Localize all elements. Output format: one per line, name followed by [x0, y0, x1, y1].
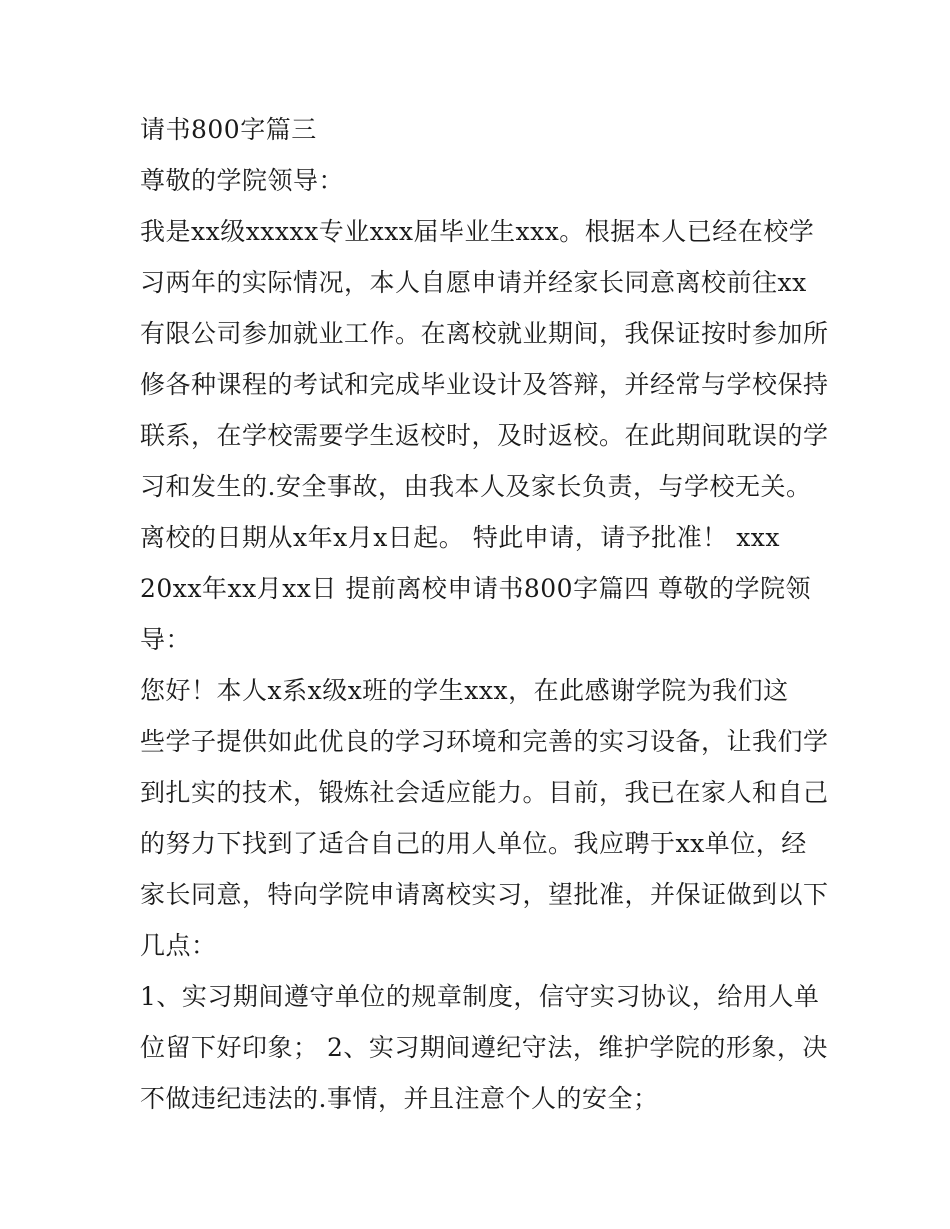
paragraph-line: 导： — [140, 625, 192, 654]
paragraph-line: 有限公司参加就业工作。在离校就业期间，我保证按时参加所 — [140, 319, 829, 348]
paragraph-line: 些学子提供如此优良的学习环境和完善的实习设备，让我们学 — [140, 727, 829, 756]
salutation-line: 尊敬的学院领导： — [140, 166, 345, 195]
list-item-line: 不做违纪违法的.事情，并且注意个人的安全； — [140, 1084, 659, 1113]
paragraph-line: 的努力下找到了适合自己的用人单位。我应聘于xx单位，经 — [140, 829, 807, 858]
paragraph-line: 离校的日期从x年x月x日起。 特此申请，请予批准！ xxx — [140, 523, 780, 552]
heading-line: 请书800字篇三 — [140, 115, 317, 144]
paragraph-line: 您好！本人x系x级x班的学生xxx，在此感谢学院为我们这 — [140, 676, 789, 705]
paragraph-line: 家长同意，特向学院申请离校实习，望批准，并保证做到以下 — [140, 880, 829, 909]
paragraph-line: 20xx年xx月xx日 提前离校申请书800字篇四 尊敬的学院领 — [140, 574, 812, 603]
list-item-line: 1、实习期间遵守单位的规章制度，信守实习协议，给用人单 — [140, 982, 820, 1011]
paragraph-line: 习两年的实际情况，本人自愿申请并经家长同意离校前往xx — [140, 268, 807, 297]
document-body — [140, 108, 829, 1128]
paragraph-line: 修各种课程的考试和完成毕业设计及答辩，并经常与学校保持 — [140, 370, 829, 399]
paragraph-line: 我是xx级xxxxx专业xxx届毕业生xxx。根据本人已经在校学 — [140, 217, 815, 246]
list-item-line: 位留下好印象； 2、实习期间遵纪守法，维护学院的形象，决 — [140, 1033, 828, 1062]
paragraph-line: 习和发生的.安全事故，由我本人及家长负责，与学校无关。 — [140, 472, 812, 501]
paragraph-line: 联系，在学校需要学生返校时，及时返校。在此期间耽误的学 — [140, 421, 829, 450]
paragraph-line: 到扎实的技术，锻炼社会适应能力。目前，我已在家人和自己 — [140, 778, 829, 807]
paragraph-line: 几点： — [140, 931, 217, 960]
